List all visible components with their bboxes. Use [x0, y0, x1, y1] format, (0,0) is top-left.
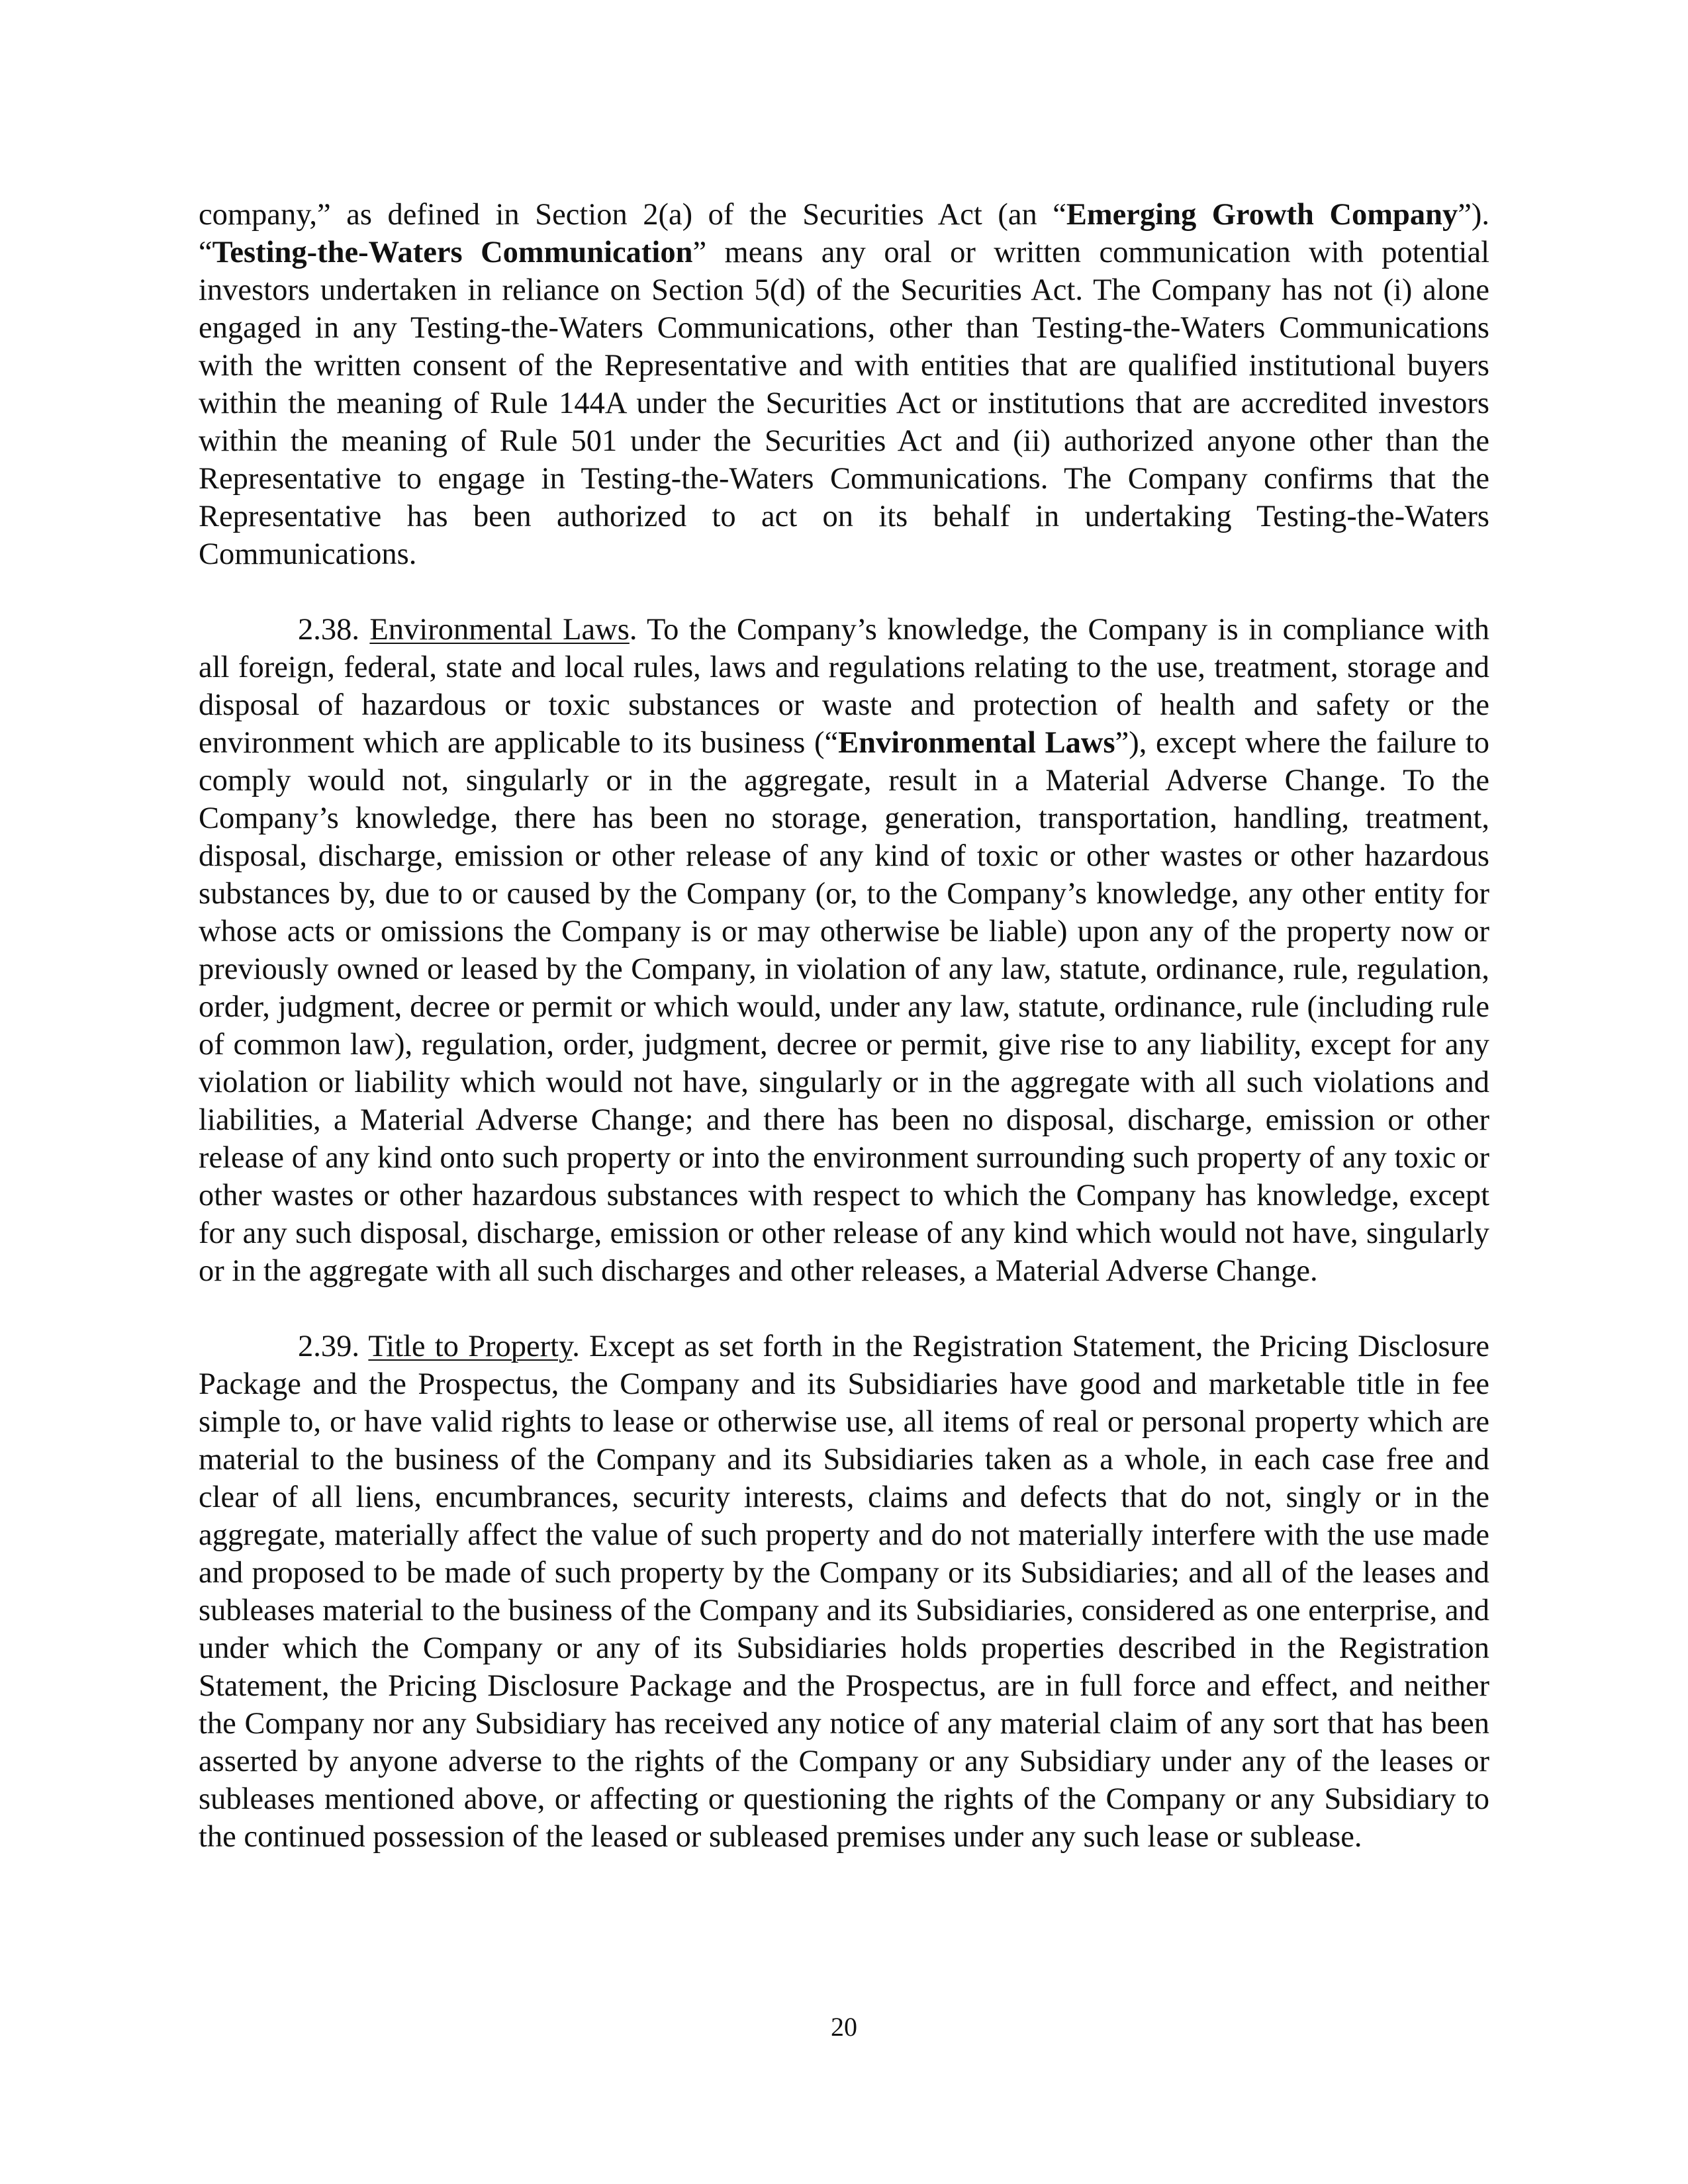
section-number: 2.39.	[298, 1330, 369, 1363]
defined-term-environmental-laws: Environmental Laws	[838, 726, 1115, 760]
paragraph-text: ” means any oral or written communication with potential investors undertaken in reliance on Section 5(d) of the Securities Act. The Company has not (i) alone engaged in any Testing-the-Waters Communications, other than Testing-the-Waters Communications with the written consent of the Representative and with entities that are qualified institutional buyers within the meaning of Rule 144A under the Securities Act or institutions that are accredited investors within the meaning of Rule 501 under the Securities Act and (ii) authorized anyone other than the Representative to engage in Testing-the-Waters Communications. The Company confirms that the Representative has been authorized to act on its behalf in undertaking Testing-the-Waters Communications.	[199, 236, 1489, 571]
paragraph-text: . To the Company’s knowledge, the Company is in compliance with all foreign, federal, state and local rules, laws and regulations relating to the use, treatment, storage and disposal of hazardous or toxic substances or waste and protection of health and safety or the environment which are applicable to its business (“	[199, 613, 1489, 760]
paragraph-text: ”), except where the failure to comply would not, singularly or in the aggregate, result in a Material Adverse Change. To the Company’s knowledge, there has been no storage, generation, transportation, handling, treatment, disposal, discharge, emission or other release of any kind of toxic or other wastes or other hazardous substances by, due to or caused by the Company (or, to the Company’s knowledge, any other entity for whose acts or omissions the Company is or may otherwise be liable) upon any of the property now or previously owned or leased by the Company, in violation of any law, statute, ordinance, rule, regulation, order, judgment, decree or permit or which would, under any law, statute, ordinance, rule (including rule of common law), regulation, order, judgment, decree or permit, give rise to any liability, except for any violation or liability which would not have, singularly or in the aggregate with all such violations and liabilities, a Material Adverse Change; and there has been no disposal, discharge, emission or other release of any kind onto such property or into the environment surrounding such property of any toxic or other wastes or other hazardous substances with respect to which the Company has knowledge, except for any such disposal, discharge, emission or other release of any kind which would not have, singularly or in the aggregate with all such discharges and other releases, a Material Adverse Change.	[199, 726, 1490, 1288]
section-2-39-title-to-property	[199, 1328, 1489, 1856]
document-page	[199, 196, 1489, 1856]
section-2-38-environmental-laws	[199, 611, 1489, 1290]
defined-term-testing-the-waters: Testing-the-Waters Communication	[212, 236, 693, 269]
defined-term-emerging-growth-company: Emerging Growth Company	[1066, 198, 1458, 232]
paragraph-text: . Except as set forth in the Registration Statement, the Pricing Disclosure Package and the Prospectus, the Company and its Subsidiaries have good and marketable title in fee simple to, or have valid rights to lease or otherwise use, all items of real or personal property which are material to the business of the Company and its Subsidiaries taken as a whole, in each case free and clear of all liens, encumbrances, security interests, claims and defects that do not, singly or in the aggregate, materially affect the value of such property and do not materially interfere with the use made and proposed to be made of such property by the Company or its Subsidiaries; and all of the leases and subleases material to the business of the Company and its Subsidiaries, considered as one enterprise, and under which the Company or any of its Subsidiaries holds properties described in the Registration Statement, the Pricing Disclosure Package and the Prospectus, are in full force and effect, and neither the Company nor any Subsidiary has received any notice of any material claim of any sort that has been asserted by anyone adverse to the rights of the Company or any Subsidiary under any of the leases or subleases mentioned above, or affecting or questioning the rights of the Company or any Subsidiary to the continued possession of the leased or subleased premises under any such lease or sublease.	[199, 1330, 1489, 1854]
paragraph-text: ”). “	[199, 198, 1489, 269]
section-heading: Title to Property	[368, 1330, 573, 1363]
page-number: 20	[831, 2012, 857, 2042]
section-heading: Environmental Laws	[369, 613, 630, 647]
paragraph-text: company,” as defined in Section 2(a) of the Securities Act (an “	[199, 198, 1066, 232]
section-number: 2.38.	[298, 613, 370, 647]
paragraph-emerging-growth-continuation	[199, 196, 1489, 573]
